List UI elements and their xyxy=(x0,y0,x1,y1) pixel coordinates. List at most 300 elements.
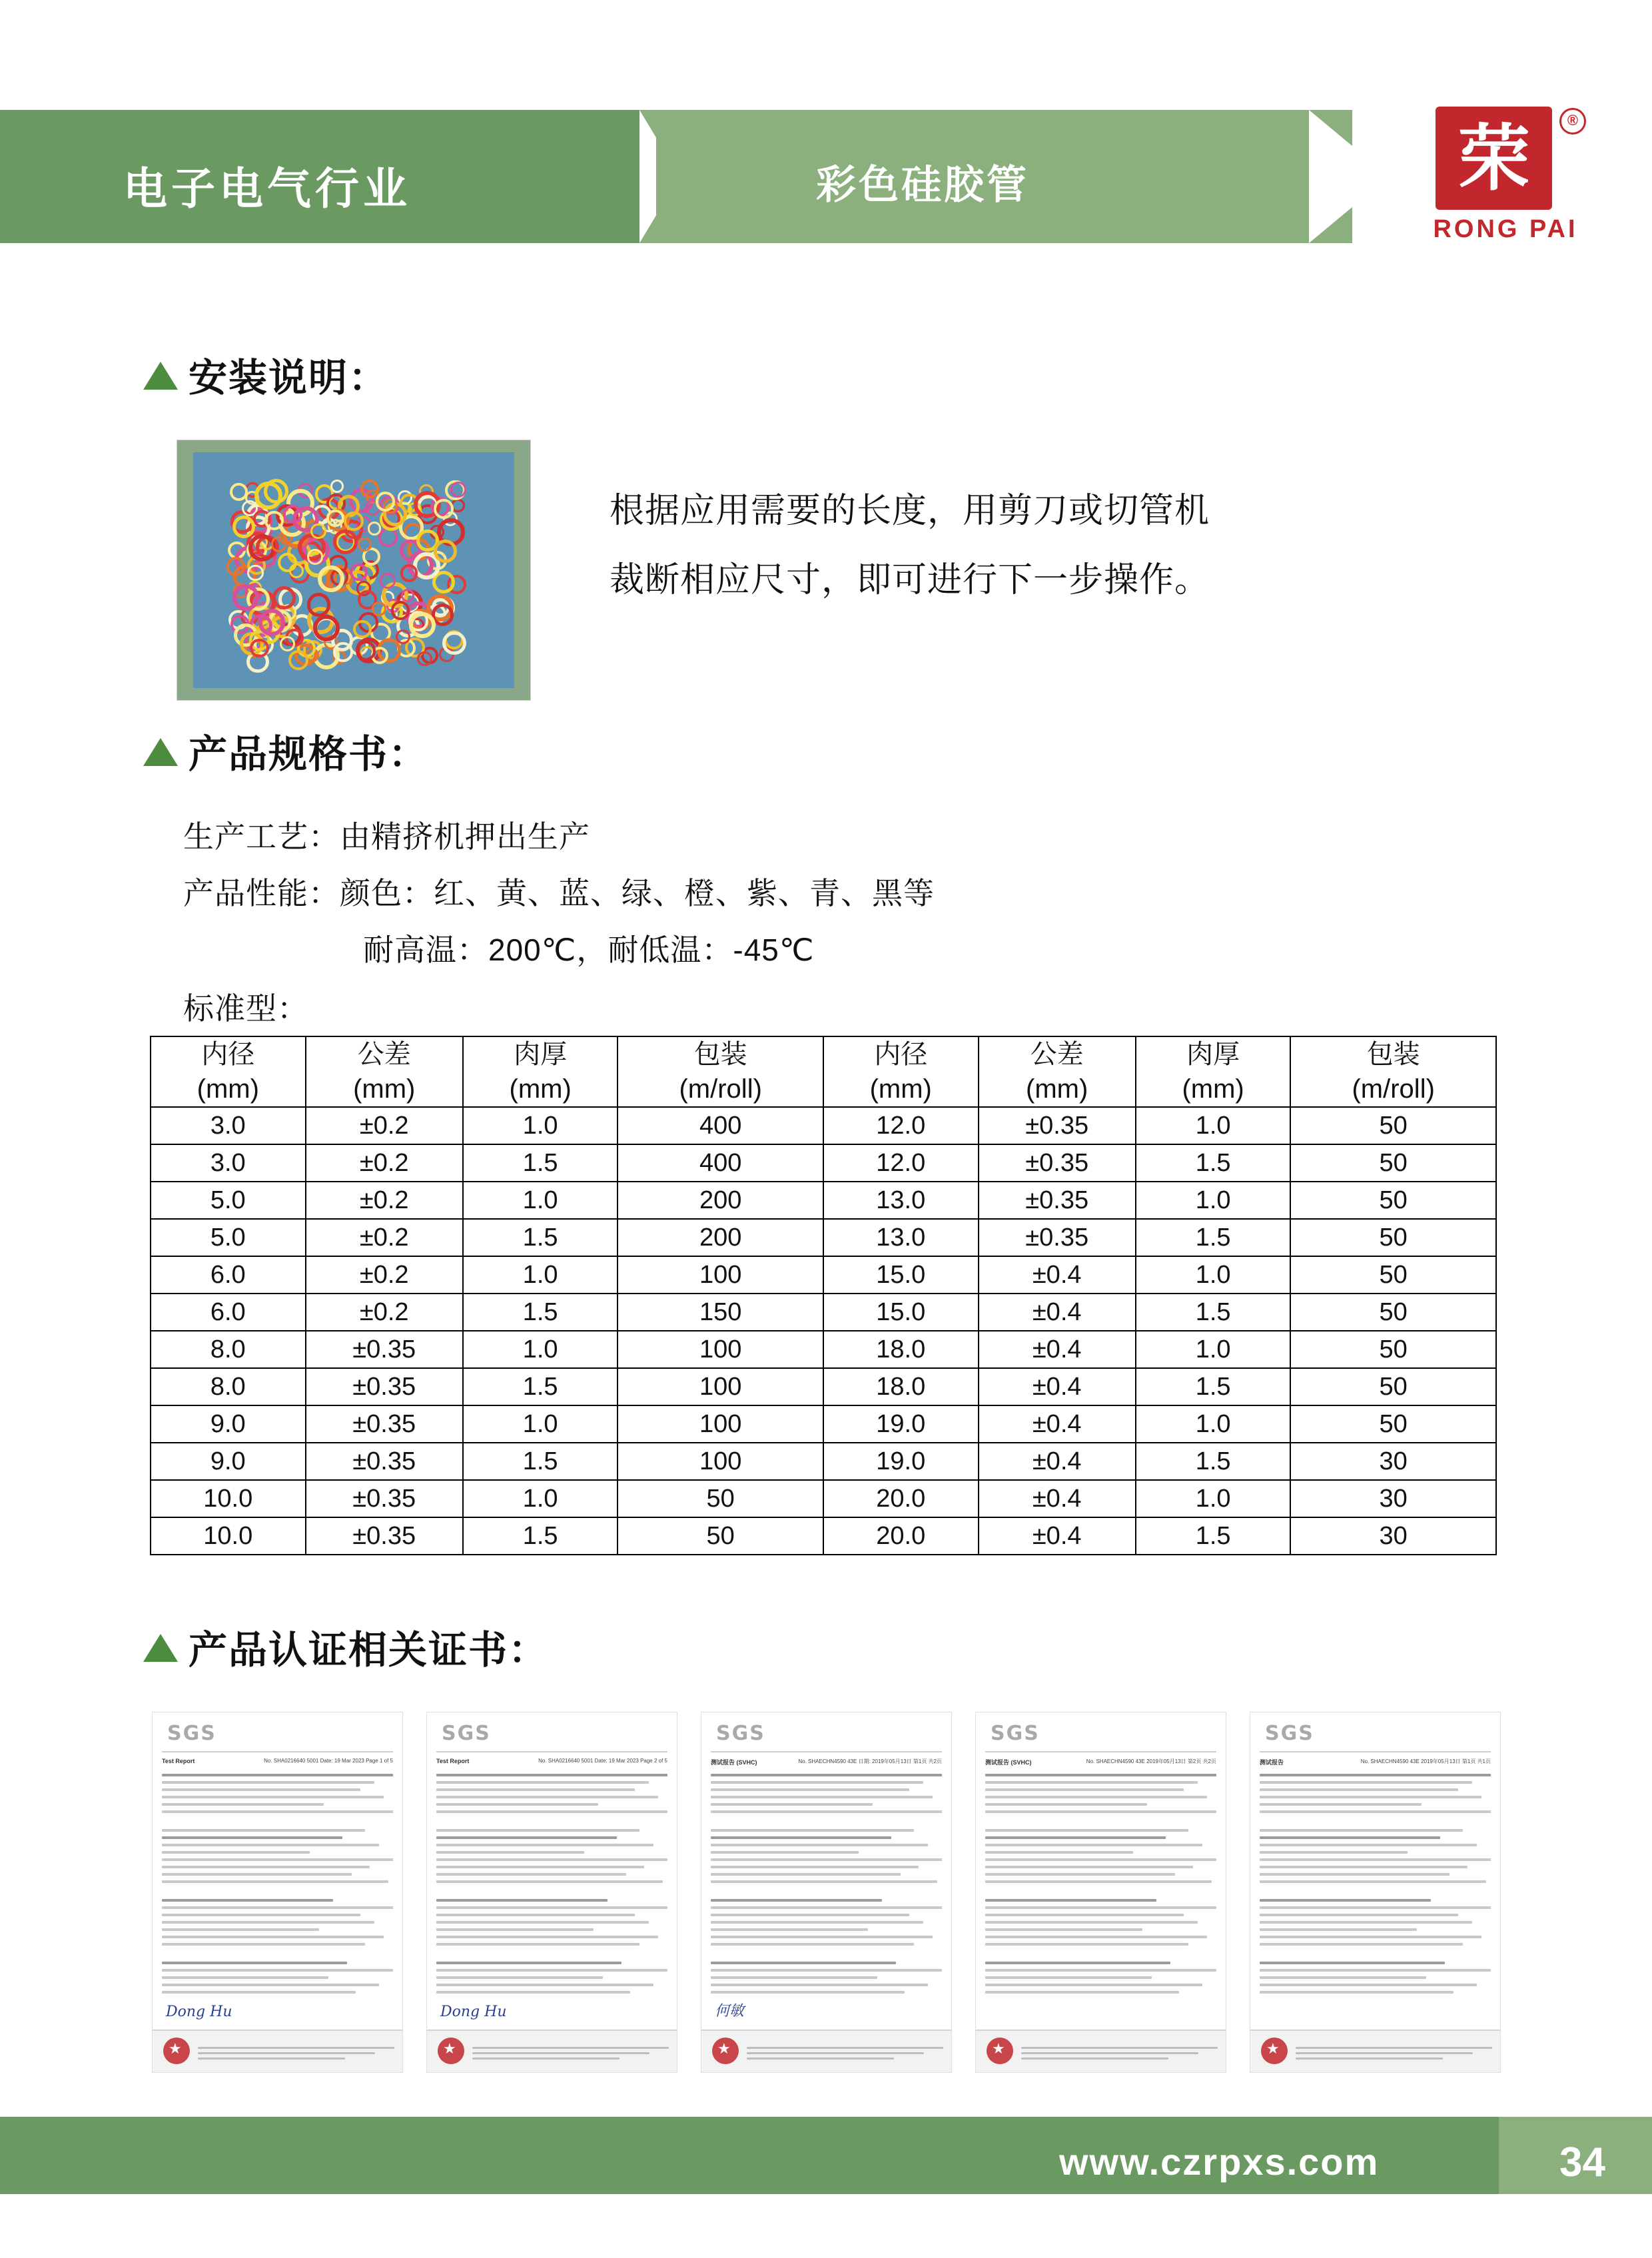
silicone-ring xyxy=(307,593,330,616)
certificate-text-line xyxy=(1260,1851,1408,1854)
silicone-ring xyxy=(391,601,410,619)
certificate-text-line xyxy=(985,1866,1193,1868)
certificate-spacer xyxy=(162,1818,393,1824)
spec-cell-r10-c5: ±0.4 xyxy=(979,1480,1136,1517)
certificate-list xyxy=(152,1712,1501,2071)
certificate-text-line xyxy=(436,1810,667,1813)
certificate-meta: No. SHA0216640 5001 Date: 19 Mar 2023 Page 2 of 5 xyxy=(538,1758,667,1764)
silicone-ring xyxy=(318,565,344,591)
silicone-ring xyxy=(356,641,376,661)
spec-table-head xyxy=(151,1036,1496,1107)
certificate-title: Test Report xyxy=(436,1758,470,1764)
certificate-text-line xyxy=(162,1803,324,1806)
table-row xyxy=(151,1219,1496,1256)
spec-cell-r9-c0: 9.0 xyxy=(151,1443,306,1480)
certificate-text-line xyxy=(1260,1788,1458,1791)
sgs-logo: SGS xyxy=(1265,1722,1314,1745)
spec-cell-r7-c4: 18.0 xyxy=(823,1368,979,1405)
certificate-text-line xyxy=(436,1803,598,1806)
spec-cell-r1-c3: 400 xyxy=(618,1144,823,1182)
certificate-title: 测试报告 (SVHC) xyxy=(985,1759,1032,1766)
certificate-text-line xyxy=(1260,1844,1477,1846)
table-row xyxy=(151,1368,1496,1405)
certificate-text-line xyxy=(1260,1873,1449,1876)
spec-cell-r10-c7: 30 xyxy=(1290,1480,1496,1517)
table-row xyxy=(151,1107,1496,1144)
silicone-ring xyxy=(368,522,381,535)
spec-cell-r6-c6: 1.0 xyxy=(1136,1331,1291,1368)
certificate-text-line xyxy=(436,1914,635,1916)
certificate-text-line xyxy=(1260,1858,1491,1861)
certificate-text-line xyxy=(711,1788,909,1791)
spec-cell-r11-c1: ±0.35 xyxy=(306,1517,463,1555)
table-row xyxy=(151,1443,1496,1480)
certificate-stamp-icon xyxy=(438,2038,464,2064)
logo-glyph: 荣 xyxy=(1457,117,1530,200)
table-row xyxy=(151,1480,1496,1517)
spec-cell-r0-c7: 50 xyxy=(1290,1107,1496,1144)
spec-cell-r4-c5: ±0.4 xyxy=(979,1256,1136,1294)
silicone-ring xyxy=(280,636,295,651)
certificate-thumbnail-1[interactable] xyxy=(152,1712,403,2073)
certificate-text-line xyxy=(711,1873,901,1876)
certificate-text-line xyxy=(162,1976,328,1979)
certificate-footer xyxy=(427,2030,677,2072)
footer-band xyxy=(0,2117,1652,2197)
certificate-text-line xyxy=(711,1844,928,1846)
silicone-ring xyxy=(353,620,372,639)
spec-table-header-cell-6: 肉厚 (mm) xyxy=(1136,1036,1291,1107)
certificate-text-line xyxy=(162,1914,360,1916)
spec-cell-r2-c5: ±0.35 xyxy=(979,1182,1136,1219)
certificate-text-line xyxy=(985,1836,1166,1839)
install-photo-inner xyxy=(193,452,514,688)
certificate-text-line xyxy=(1260,1984,1477,1986)
silicone-ring xyxy=(326,510,344,527)
spec-temperature-line: 耐高温：200℃，耐低温：-45℃ xyxy=(363,933,815,967)
silicone-ring xyxy=(344,512,364,532)
certificate-text-line xyxy=(985,1796,1207,1798)
certificate-text-line xyxy=(985,1774,1216,1776)
certificate-text-line xyxy=(436,1928,594,1931)
certificate-text-line xyxy=(985,1880,1212,1883)
logo-brand-name: RONG PAI xyxy=(1409,213,1602,246)
spec-cell-r11-c6: 1.5 xyxy=(1136,1517,1291,1555)
spec-cell-r1-c2: 1.5 xyxy=(463,1144,618,1182)
certificate-stamp-icon xyxy=(987,2038,1013,2064)
spec-cell-r2-c7: 50 xyxy=(1290,1182,1496,1219)
certificate-text-line xyxy=(436,1873,626,1876)
certificate-body xyxy=(985,1774,1216,2015)
certificate-text-line xyxy=(1260,1829,1463,1832)
certificate-text-line xyxy=(1260,1899,1431,1902)
silicone-ring xyxy=(434,540,457,563)
certificate-footer-lines xyxy=(747,2047,943,2063)
install-instruction-line1: 根据应用需要的长度，用剪刀或切管机 xyxy=(610,492,1210,530)
silicone-ring xyxy=(330,480,344,493)
silicone-ring xyxy=(350,564,368,581)
spec-cell-r2-c0: 5.0 xyxy=(151,1182,306,1219)
certificate-text-line xyxy=(985,1829,1188,1832)
spec-cell-r0-c2: 1.0 xyxy=(463,1107,618,1144)
silicone-ring xyxy=(254,482,282,510)
spec-cell-r8-c1: ±0.35 xyxy=(306,1405,463,1443)
certificate-divider xyxy=(1260,1751,1491,1752)
certificate-text-line xyxy=(162,1810,393,1813)
certificate-spacer xyxy=(985,1888,1216,1894)
certificate-text-line xyxy=(162,1829,365,1832)
certificate-spacer xyxy=(436,1818,667,1824)
install-photo xyxy=(177,440,531,701)
silicone-ring xyxy=(417,651,432,667)
certificate-text-line xyxy=(162,1781,374,1784)
certificate-text-line xyxy=(1260,1866,1467,1868)
sgs-logo: SGS xyxy=(167,1722,216,1745)
certificate-text-line xyxy=(162,1921,374,1924)
silicone-ring xyxy=(358,538,371,551)
spec-cell-r1-c1: ±0.2 xyxy=(306,1144,463,1182)
spec-cell-r1-c0: 3.0 xyxy=(151,1144,306,1182)
spec-cell-r5-c6: 1.5 xyxy=(1136,1294,1291,1331)
certificate-text-line xyxy=(985,1969,1216,1972)
certificate-text-line xyxy=(162,1936,384,1938)
silicone-ring xyxy=(288,650,308,670)
certificate-text-line xyxy=(436,1858,667,1861)
certificate-text-line xyxy=(162,1866,370,1868)
table-row xyxy=(151,1331,1496,1368)
silicone-ring xyxy=(232,516,255,538)
certificate-text-line xyxy=(985,1803,1147,1806)
certificate-divider xyxy=(436,1751,667,1752)
spec-cell-r3-c5: ±0.35 xyxy=(979,1219,1136,1256)
spec-cell-r7-c3: 100 xyxy=(618,1368,823,1405)
spec-cell-r6-c7: 50 xyxy=(1290,1331,1496,1368)
spec-cell-r4-c6: 1.0 xyxy=(1136,1256,1291,1294)
spec-cell-r7-c1: ±0.35 xyxy=(306,1368,463,1405)
certificate-footer-lines xyxy=(198,2047,394,2063)
install-instruction-text xyxy=(610,476,1442,615)
spec-cell-r8-c5: ±0.4 xyxy=(979,1405,1136,1443)
certificate-body xyxy=(711,1774,942,2015)
spec-cell-r2-c3: 200 xyxy=(618,1182,823,1219)
certificate-text-line xyxy=(1260,1836,1440,1839)
certificate-text-line xyxy=(436,1829,639,1832)
certificate-text-line xyxy=(162,1906,393,1909)
spec-cell-r6-c0: 8.0 xyxy=(151,1331,306,1368)
silicone-ring xyxy=(230,483,248,501)
certificate-text-line xyxy=(1260,1803,1422,1806)
silicone-ring xyxy=(442,631,466,655)
certificate-meta: No. SHAECHN4590 43E 2019年05月13日 第1页 共1页 xyxy=(1360,1758,1491,1764)
spec-table-header-cell-3: 包装 (m/roll) xyxy=(618,1036,823,1107)
silicone-ring xyxy=(310,524,326,540)
spec-cell-r9-c2: 1.5 xyxy=(463,1443,618,1480)
spec-cell-r11-c4: 20.0 xyxy=(823,1517,979,1555)
silicone-ring xyxy=(333,642,353,662)
certificate-text-line xyxy=(162,1969,393,1972)
certificate-divider xyxy=(711,1751,942,1752)
certificate-spacer xyxy=(985,1950,1216,1957)
spec-cell-r7-c7: 50 xyxy=(1290,1368,1496,1405)
silicone-ring xyxy=(250,639,269,658)
certificate-signature: 何敏 xyxy=(715,2003,745,2020)
certificate-text-line xyxy=(162,1851,310,1854)
certificate-text-line xyxy=(985,1906,1216,1909)
certificate-text-line xyxy=(711,1914,909,1916)
certificate-spacer xyxy=(711,1950,942,1957)
certificate-text-line xyxy=(1260,1962,1445,1964)
certificate-text-line xyxy=(436,1976,603,1979)
certificate-text-line xyxy=(436,1788,635,1791)
certificate-text-line xyxy=(1260,1781,1472,1784)
spec-cell-r1-c4: 12.0 xyxy=(823,1144,979,1182)
silicone-ring xyxy=(232,584,258,610)
spec-cell-r11-c0: 10.0 xyxy=(151,1517,306,1555)
spec-cell-r2-c4: 13.0 xyxy=(823,1182,979,1219)
spec-cell-r3-c0: 5.0 xyxy=(151,1219,306,1256)
certificate-text-line xyxy=(436,1774,667,1776)
spec-cell-r4-c2: 1.0 xyxy=(463,1256,618,1294)
sgs-logo: SGS xyxy=(442,1722,491,1745)
certificate-text-line xyxy=(162,1873,352,1876)
triangle-bullet-icon xyxy=(143,738,178,766)
certificate-text-line xyxy=(436,1984,653,1986)
certificate-spacer xyxy=(1260,1950,1491,1957)
certificate-text-line xyxy=(711,1803,873,1806)
certificate-text-line xyxy=(985,1921,1198,1924)
certificate-text-line xyxy=(1260,1936,1481,1938)
silicone-ring xyxy=(283,505,302,524)
spec-cell-r11-c5: ±0.4 xyxy=(979,1517,1136,1555)
spec-cell-r9-c6: 1.5 xyxy=(1136,1443,1291,1480)
spec-cell-r11-c3: 50 xyxy=(618,1517,823,1555)
spec-cell-r5-c3: 150 xyxy=(618,1294,823,1331)
certificate-text-line xyxy=(985,1858,1216,1861)
spec-cell-r10-c0: 10.0 xyxy=(151,1480,306,1517)
certificate-text-line xyxy=(711,1880,937,1883)
certificate-text-line xyxy=(1260,1796,1481,1798)
spec-table-header-cell-4: 内径 (mm) xyxy=(823,1036,979,1107)
spec-cell-r0-c4: 12.0 xyxy=(823,1107,979,1144)
silicone-ring xyxy=(434,499,454,519)
triangle-bullet-icon xyxy=(143,362,178,390)
spec-cell-r10-c3: 50 xyxy=(618,1480,823,1517)
certificate-text-line xyxy=(985,1936,1207,1938)
certificate-spacer xyxy=(162,1888,393,1894)
silicone-ring xyxy=(401,589,414,602)
spec-table-body xyxy=(151,1107,1496,1555)
certificate-body xyxy=(436,1774,667,2015)
certificate-text-line xyxy=(711,1851,859,1854)
spec-cell-r7-c6: 1.5 xyxy=(1136,1368,1291,1405)
certificate-thumbnail-5[interactable] xyxy=(1250,1712,1501,2073)
certificate-text-line xyxy=(711,1774,942,1776)
certificate-body xyxy=(162,1774,393,2015)
spec-cell-r6-c4: 18.0 xyxy=(823,1331,979,1368)
spec-cell-r10-c6: 1.0 xyxy=(1136,1480,1291,1517)
certificate-text-line xyxy=(162,1788,360,1791)
spec-cell-r5-c4: 15.0 xyxy=(823,1294,979,1331)
spec-cell-r6-c2: 1.0 xyxy=(463,1331,618,1368)
spec-cell-r11-c7: 30 xyxy=(1290,1517,1496,1555)
certificate-text-line xyxy=(985,1788,1184,1791)
spec-cell-r9-c7: 30 xyxy=(1290,1443,1496,1480)
certificate-text-line xyxy=(985,1943,1188,1946)
certificate-text-line xyxy=(162,1844,379,1846)
certificate-thumbnail-3[interactable] xyxy=(701,1712,952,2073)
certificate-text-line xyxy=(1260,1921,1472,1924)
certificate-footer-lines xyxy=(472,2047,669,2063)
certificate-text-line xyxy=(985,1810,1216,1813)
certificate-text-line xyxy=(436,1844,653,1846)
certificate-text-line xyxy=(985,1914,1184,1916)
certificate-text-line xyxy=(711,1836,891,1839)
spec-cell-r3-c3: 200 xyxy=(618,1219,823,1256)
certificate-text-line xyxy=(711,1899,882,1902)
spec-table-header-cell-0: 内径 (mm) xyxy=(151,1036,306,1107)
certificate-text-line xyxy=(711,1796,933,1798)
section-heading-install xyxy=(143,346,388,402)
certificate-text-line xyxy=(711,1858,942,1861)
silicone-ring xyxy=(278,553,297,572)
spec-table-header-cell-2: 肉厚 (mm) xyxy=(463,1036,618,1107)
spec-cell-r7-c2: 1.5 xyxy=(463,1368,618,1405)
certificate-text-line xyxy=(711,1976,877,1979)
certificate-text-line xyxy=(436,1943,639,1946)
certificate-text-line xyxy=(436,1991,630,1994)
certificate-text-line xyxy=(1260,1810,1491,1813)
certificate-text-line xyxy=(436,1899,608,1902)
spec-cell-r5-c5: ±0.4 xyxy=(979,1294,1136,1331)
spec-table-header-cell-5: 公差 (mm) xyxy=(979,1036,1136,1107)
silicone-ring xyxy=(272,586,296,609)
spec-cell-r9-c1: ±0.35 xyxy=(306,1443,463,1480)
certificate-text-line xyxy=(436,1962,621,1964)
header-chevron-light xyxy=(656,110,736,243)
certificate-text-line xyxy=(711,1943,914,1946)
certificate-text-line xyxy=(1260,1976,1426,1979)
spec-cell-r0-c6: 1.0 xyxy=(1136,1107,1291,1144)
certificate-spacer xyxy=(162,1950,393,1957)
spec-cell-r5-c0: 6.0 xyxy=(151,1294,306,1331)
certificate-text-line xyxy=(436,1851,584,1854)
certificate-meta: No. SHAECHN4590 43E 2019年05月13日 第2页 共2页 xyxy=(1086,1758,1216,1764)
certificate-text-line xyxy=(162,1899,333,1902)
certificate-text-line xyxy=(985,1873,1175,1876)
certificate-text-line xyxy=(711,1928,868,1931)
certificate-text-line xyxy=(1260,1928,1417,1931)
table-row xyxy=(151,1294,1496,1331)
spec-cell-r3-c2: 1.5 xyxy=(463,1219,618,1256)
certificate-thumbnail-2[interactable] xyxy=(426,1712,677,2073)
spec-cell-r8-c0: 9.0 xyxy=(151,1405,306,1443)
spec-cell-r1-c6: 1.5 xyxy=(1136,1144,1291,1182)
spec-table xyxy=(150,1036,1497,1555)
spec-cell-r9-c4: 19.0 xyxy=(823,1443,979,1480)
spec-cell-r8-c2: 1.0 xyxy=(463,1405,618,1443)
page-header xyxy=(0,0,1652,280)
page-footer xyxy=(0,2105,1652,2258)
spec-cell-r6-c3: 100 xyxy=(618,1331,823,1368)
certificate-spacer xyxy=(711,1888,942,1894)
spec-cell-r6-c1: ±0.35 xyxy=(306,1331,463,1368)
certificate-divider xyxy=(162,1751,393,1752)
certificate-title: Test Report xyxy=(162,1758,195,1764)
certificate-text-line xyxy=(1260,1774,1491,1776)
table-row xyxy=(151,1405,1496,1443)
silicone-ring xyxy=(333,530,358,554)
certificate-text-line xyxy=(711,1866,919,1868)
certificate-spacer xyxy=(985,1818,1216,1824)
spec-cell-r0-c0: 3.0 xyxy=(151,1107,306,1144)
registered-trademark-icon: ® xyxy=(1559,108,1586,135)
spec-cell-r9-c3: 100 xyxy=(618,1443,823,1480)
certificate-text-line xyxy=(985,1991,1179,1994)
certificate-text-line xyxy=(985,1844,1202,1846)
spec-cell-r3-c4: 13.0 xyxy=(823,1219,979,1256)
certificate-text-line xyxy=(985,1976,1152,1979)
triangle-bullet-icon xyxy=(143,1634,178,1662)
certificate-text-line xyxy=(162,1796,384,1798)
certificate-spacer xyxy=(436,1888,667,1894)
certificate-text-line xyxy=(162,1928,319,1931)
spec-cell-r1-c5: ±0.35 xyxy=(979,1144,1136,1182)
certificate-text-line xyxy=(711,1921,923,1924)
certificate-text-line xyxy=(985,1928,1142,1931)
spec-cell-r4-c3: 100 xyxy=(618,1256,823,1294)
table-row xyxy=(151,1182,1496,1219)
certificate-text-line xyxy=(162,1774,393,1776)
table-row xyxy=(151,1256,1496,1294)
silicone-ring xyxy=(400,564,418,581)
certificate-text-line xyxy=(711,1829,914,1832)
spec-table-header-row xyxy=(151,1036,1496,1107)
spec-cell-r8-c6: 1.0 xyxy=(1136,1405,1291,1443)
certificate-text-line xyxy=(436,1969,667,1972)
certificate-text-line xyxy=(1260,1943,1463,1946)
certificate-text-line xyxy=(985,1851,1133,1854)
silicone-ring xyxy=(258,609,285,635)
section-heading-spec xyxy=(143,723,428,779)
header-chevron-white-right xyxy=(1309,110,1389,243)
brand-logo xyxy=(1409,107,1602,253)
footer-website[interactable]: www.czrpxs.com xyxy=(1059,2141,1380,2183)
spec-cell-r5-c7: 50 xyxy=(1290,1294,1496,1331)
certificate-text-line xyxy=(985,1962,1170,1964)
silicone-ring xyxy=(376,492,395,511)
footer-white-strip xyxy=(0,2194,1652,2258)
certificate-text-line xyxy=(1260,1969,1491,1972)
certificate-signature: Dong Hu xyxy=(166,2004,232,2020)
certificate-text-line xyxy=(162,1984,379,1986)
certificate-text-line xyxy=(162,1991,356,1994)
spec-cell-r7-c5: ±0.4 xyxy=(979,1368,1136,1405)
certificate-thumbnail-4[interactable] xyxy=(975,1712,1226,2073)
certificate-text-line xyxy=(436,1906,667,1909)
silicone-ring xyxy=(271,536,287,552)
spec-cell-r4-c0: 6.0 xyxy=(151,1256,306,1294)
certificate-text-line xyxy=(436,1866,644,1868)
table-row xyxy=(151,1517,1496,1555)
certificate-spacer xyxy=(1260,1888,1491,1894)
certificate-spacer xyxy=(711,1818,942,1824)
certificate-text-line xyxy=(711,1962,896,1964)
spec-cell-r5-c2: 1.5 xyxy=(463,1294,618,1331)
table-row xyxy=(151,1144,1496,1182)
certificate-text-line xyxy=(436,1880,663,1883)
certificate-spacer xyxy=(1260,1818,1491,1824)
header-category-title: 电子电气行业 xyxy=(123,164,411,213)
